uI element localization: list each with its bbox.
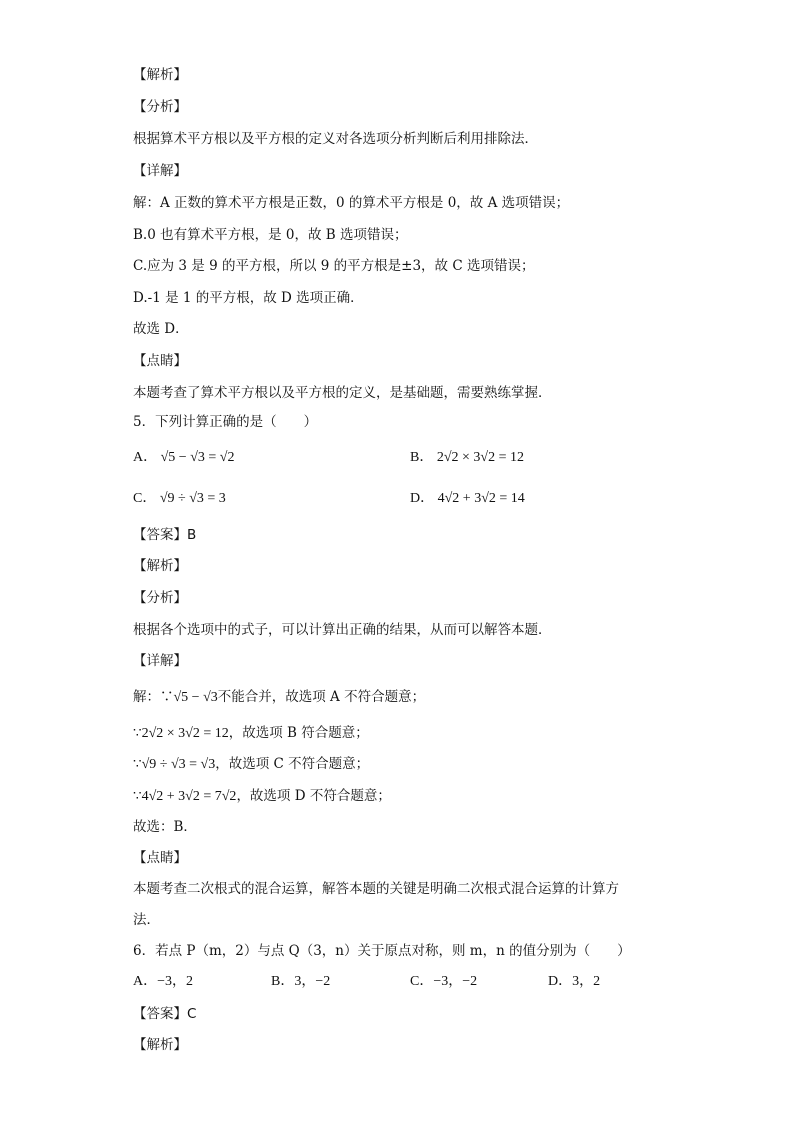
q5-step-1	[133, 688, 425, 707]
xiangjie-line-d: D.-1 是 1 的平方根，故 D 选项正确．	[133, 290, 364, 306]
q5-step-2-expr: 2√2 × 3√2 = 12	[141, 726, 229, 741]
q5-step-2-post: ，故选项 B 符合题意；	[228, 725, 369, 741]
q5-fenxi-text: 根据各个选项中的式子，可以计算出正确的结果，从而可以解答本题．	[133, 622, 552, 638]
section-jiexi: 【解析】	[133, 67, 187, 83]
q5-section-dianjing: 【点睛】	[133, 850, 187, 866]
q5-step-3-pre: ∵	[133, 756, 142, 772]
xiangjie-line-c: C.应为 3 是 9 的平方根，所以 9 的平方根是±3，故 C 选项错误；	[133, 258, 535, 274]
xiangjie-line-b: B.0 也有算术平方根，是 0，故 B 选项错误；	[133, 227, 408, 243]
q5-dianjing-line-1: 本题考查二次根式的混合运算，解答本题的关键是明确二次根式混合运算的计算方	[133, 881, 619, 897]
q6-section-jiexi: 【解析】	[133, 1037, 187, 1053]
q5-option-d-expr: 4√2 + 3√2 = 14	[437, 491, 525, 506]
q6-option-c: C．−3，−2	[410, 974, 478, 989]
section-dianjing: 【点睛】	[133, 353, 187, 369]
question-6-stem: 6．若点 P（m，2）与点 Q（3，n）关于原点对称，则 m，n 的值分别为（ ）	[133, 943, 631, 959]
fenxi-text: 根据算术平方根以及平方根的定义对各选项分析判断后利用排除法．	[133, 131, 538, 147]
q6-option-b: B．3，−2	[271, 974, 331, 989]
q6-option-a: A．−3，2	[133, 974, 194, 989]
q5-conclusion: 故选：B．	[133, 819, 197, 835]
section-xiangjie: 【详解】	[133, 163, 187, 179]
q5-step-2-pre: ∵	[133, 725, 142, 741]
xiangjie-line-a: 解：A 正数的算术平方根是正数，0 的算术平方根是 0，故 A 选项错误；	[133, 195, 570, 211]
q5-option-a	[133, 449, 234, 467]
q6-option-d: D．3，2	[548, 974, 601, 989]
q5-step-1-expr: √5 − √3	[173, 690, 218, 705]
dianjing-text: 本题考查了算术平方根以及平方根的定义，是基础题，需要熟练掌握．	[133, 385, 552, 401]
conclusion: 故选 D．	[133, 321, 189, 337]
q5-section-xiangjie: 【详解】	[133, 653, 187, 669]
q5-option-a-label: A．	[133, 450, 158, 465]
section-fenxi: 【分析】	[133, 99, 187, 115]
q5-step-4-pre: ∵	[133, 788, 142, 804]
q5-option-b-expr: 2√2 × 3√2 = 12	[436, 450, 525, 465]
q5-section-jiexi: 【解析】	[133, 558, 187, 574]
question-5-stem: 5．下列计算正确的是（ ）	[133, 414, 318, 430]
q5-option-c-expr: √9 ÷ √3 = 3	[159, 491, 226, 506]
q5-step-3-post: ，故选项 C 不符合题意；	[215, 756, 370, 772]
q5-option-c	[133, 490, 226, 508]
q5-step-1-pre: 解：∵	[133, 689, 174, 705]
q5-step-3-expr: √9 ÷ √3 = √3	[141, 757, 216, 772]
q5-option-d-label: D．	[410, 491, 435, 506]
q5-option-b	[410, 449, 524, 467]
q5-section-fenxi: 【分析】	[133, 590, 187, 606]
q5-step-3	[133, 755, 369, 774]
q5-option-c-label: C．	[133, 491, 157, 506]
q5-answer: 【答案】B	[133, 527, 197, 543]
q5-step-4-post: ，故选项 D 不符合题意；	[236, 788, 391, 804]
q6-answer: 【答案】C	[133, 1006, 197, 1022]
q5-step-2	[133, 724, 369, 743]
q5-option-d	[410, 490, 525, 508]
q5-option-a-expr: √5 − √3 = √2	[160, 450, 235, 465]
q5-dianjing-line-2: 法．	[133, 912, 160, 928]
q5-step-4	[133, 787, 391, 806]
q5-option-b-label: B．	[410, 450, 434, 465]
q5-step-4-expr: 4√2 + 3√2 = 7√2	[141, 789, 237, 804]
q5-step-1-post: 不能合并，故选项 A 不符合题意；	[217, 689, 426, 705]
